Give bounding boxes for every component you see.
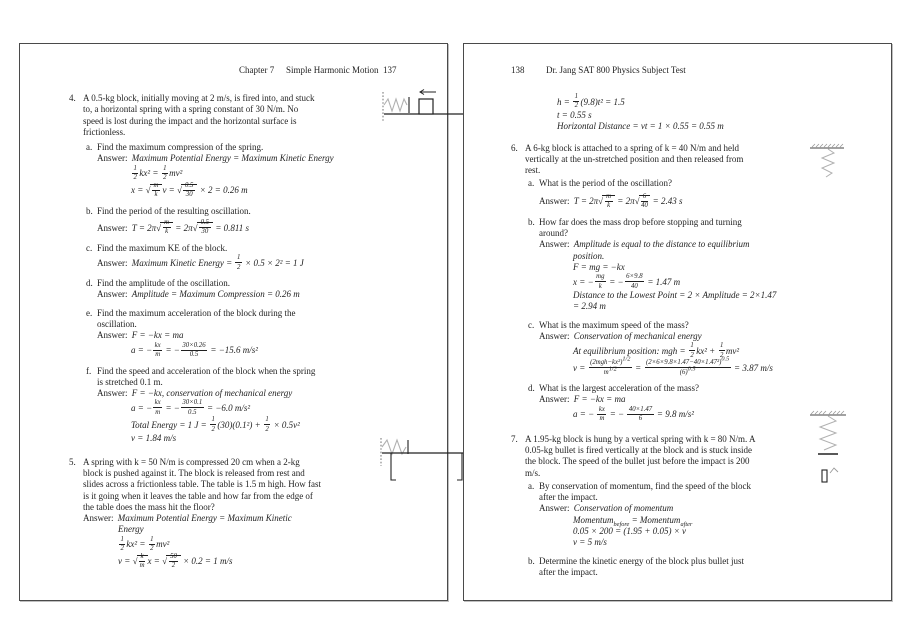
doc-line: [511, 262, 883, 273]
answer-prefix: Answer:: [97, 257, 128, 268]
doc-line: [511, 301, 883, 312]
left-page-content: [69, 44, 439, 600]
doc-line: [511, 331, 883, 342]
doc-line: [69, 388, 439, 399]
item-label: b.: [528, 555, 535, 566]
doc-line: [511, 251, 883, 262]
line-text: v = 1.84 m/s: [131, 433, 177, 444]
doc-line: [511, 121, 883, 132]
line-text: v = √ $\frac{k}{m}$ x = √ $\frac{50}{2}$ × 0.2 = 1 m/s: [118, 552, 233, 570]
line-text: F = −kx = ma: [573, 394, 626, 405]
line-text: T = 2π√ $\frac{m}{k}$ = 2π√ $\frac{6}{40}$ = 2.43 s: [573, 192, 683, 210]
doc-line: [511, 320, 883, 331]
doc-line: [511, 383, 883, 394]
doc-line: [511, 93, 883, 110]
line-text: T = 2π√ $\frac{m}{k}$ = 2π√ $\frac{0.5}{30}$ = 0.811 s: [131, 218, 249, 236]
line-text: the block. The speed of the bullet just before the impact is 200: [525, 456, 750, 467]
line-text: Find the maximum acceleration of the block during the: [97, 307, 296, 318]
item-label: c.: [86, 242, 93, 253]
item-label: e.: [86, 307, 93, 318]
doc-line: [511, 342, 883, 359]
doc-line: [69, 182, 439, 199]
line-text: around?: [539, 227, 568, 238]
doc-line: [511, 503, 883, 514]
line-text: oscillation.: [97, 319, 137, 330]
doc-line: [511, 556, 883, 567]
line-text: after the impact.: [539, 492, 598, 503]
line-text: Momentum$_{before}$ = Momentum$_{after}$: [573, 514, 693, 528]
line-text: frictionless.: [83, 126, 126, 137]
line-text: the table does the mass hit the floor?: [83, 501, 215, 512]
line-text: A 0.5-kg block, initially moving at 2 m/s, is fired into, and stuck: [83, 93, 315, 103]
spring-coil: [822, 149, 834, 177]
line-text: Amplitude is equal to the distance to equilibrium: [573, 239, 750, 250]
line-text: Maximum Potential Energy = Maximum Kinetic Energy: [131, 153, 334, 164]
line-text: after the impact.: [539, 566, 598, 577]
answer-prefix: Answer:: [97, 330, 128, 341]
doc-line: [69, 399, 439, 416]
doc-line: [511, 355, 883, 376]
line-text: Find the amplitude of the oscillation.: [97, 278, 230, 289]
doc-line: [511, 567, 883, 578]
doc-line: [69, 289, 439, 300]
line-text: block is pushed against it. The block is released from rest and: [83, 467, 305, 478]
doc-line: [69, 416, 439, 433]
line-text: rest.: [525, 165, 541, 176]
line-text: x = − $\frac{mg}{k}$ = − $\frac{6\times 9.8}{40}$ = 1.47 m: [573, 273, 681, 290]
doc-line: [69, 491, 439, 502]
doc-line: [511, 273, 883, 290]
item-label: 6.: [511, 142, 518, 153]
doc-line: [511, 290, 883, 301]
doc-line: [69, 142, 439, 153]
line-text: A spring with k = 50 N/m is compressed 20 cm when a 2-kg: [83, 456, 300, 467]
line-text: What is the period of the oscillation?: [539, 178, 672, 189]
answer-prefix: Answer:: [97, 289, 128, 300]
table-left-leg: [391, 453, 396, 480]
answer-prefix: Answer:: [97, 388, 128, 399]
line-text: x = √ $\frac{m}{k}$ v = √ $\frac{0.5}{30}$ × 2 = 0.26 m: [131, 181, 248, 199]
line-text: $\frac{1}{2}$ kx² = $\frac{1}{2}$ mv²: [133, 164, 183, 182]
line-text: to, a horizontal spring with a spring constant of 30 N/m. No: [83, 104, 299, 115]
line-text: A 1.95-kg block is hung by a vertical spring with k = 80 N/m. A: [525, 433, 756, 444]
line-text: a = − $\frac{kx}{m}$ = − $\frac{30\times 0.1}{0.5}$ = −6.0 m/s²: [131, 399, 251, 416]
doc-line: [69, 319, 439, 330]
line-text: F = mg = −kx: [573, 261, 625, 272]
doc-line: [69, 366, 439, 377]
line-text: $\frac{1}{2}$ kx² = $\frac{1}{2}$ mv²: [120, 535, 170, 553]
line-text: v = $(2mgh-kx^2)^{1/2}$ $m^{1/2}$ = $\frac{(2\times 6\times 9.8\times 1.47-40\times 1.47^2)^{0.5}}{(6)^{0.5}}$ = 3.87 m/s: [573, 355, 773, 376]
item-label: d.: [528, 383, 535, 394]
doc-line: [69, 243, 439, 254]
line-text: a = − $\frac{kx}{m}$ = − $\frac{30\times 0.26}{0.5}$ = −15.6 m/s²: [131, 341, 258, 359]
line-text: Find the maximum compression of the spring.: [97, 142, 264, 153]
left-page-number: 137: [383, 65, 397, 75]
left-page-text-column: [69, 93, 439, 570]
line-text: What is the maximum speed of the mass?: [539, 319, 689, 330]
line-text: By conservation of momentum, find the speed of the block: [539, 480, 751, 491]
answer-prefix: Answer:: [539, 196, 570, 207]
line-text: Determine the kinetic energy of the block plus bullet just: [539, 555, 745, 566]
item-label: f.: [86, 365, 92, 376]
item-label: d.: [86, 278, 93, 289]
line-text: How far does the mass drop before stopping and turning: [539, 216, 742, 227]
doc-line: [69, 278, 439, 289]
line-text: is stretched 0.1 m.: [97, 376, 163, 387]
right-page: [463, 43, 892, 601]
line-text: A 6-kg block is attached to a spring of k = 40 N/m and held: [525, 142, 740, 153]
bullet: [822, 470, 827, 482]
item-label: a.: [86, 142, 93, 153]
item-label: c.: [528, 319, 535, 330]
line-text: Conservation of mechanical energy: [573, 330, 702, 341]
line-text: 0.05-kg bullet is fired vertically at the block and is stuck inside: [525, 444, 752, 455]
doc-line: [511, 537, 883, 548]
right-page-header: [511, 65, 883, 77]
item-label: b.: [86, 205, 93, 216]
doc-line: [511, 193, 883, 210]
line-text: vertically at the un-stretched position and then released from: [525, 153, 744, 164]
line-text: Maximum Kinetic Energy = $\frac{1}{2}$ × 0.5 × 2² = 1 J: [131, 254, 304, 271]
doc-line: [511, 217, 883, 228]
doc-line: [69, 206, 439, 217]
line-text: Amplitude = Maximum Compression = 0.26 m: [131, 289, 300, 300]
doc-line: [69, 377, 439, 388]
table-right-leg: [457, 453, 462, 480]
bullet-direction-arrow: [830, 468, 838, 473]
line-text: position.: [573, 250, 605, 261]
answer-prefix: Answer:: [97, 153, 128, 164]
left-page-header: [69, 65, 439, 77]
line-text: At equilibrium position: mgh = $\frac{1}{2}$ kx² + $\frac{1}{2}$ mv²: [573, 342, 740, 359]
answer-prefix: Answer:: [539, 503, 570, 514]
chapter-name: Simple Harmonic Motion: [286, 65, 379, 75]
left-page: [19, 43, 448, 601]
right-page-content: [511, 44, 883, 600]
doc-line: [69, 165, 439, 182]
book-title: Dr. Jang SAT 800 Physics Subject Test: [546, 65, 686, 75]
doc-line: [69, 254, 439, 271]
line-text: Total Energy = 1 J = $\frac{1}{2}$ (30)(0.1²) + $\frac{1}{2}$ × 0.5v²: [131, 416, 300, 433]
line-text: Find the maximum KE of the block.: [97, 242, 228, 253]
line-text: Conservation of momentum: [573, 503, 674, 514]
doc-line: [511, 526, 883, 537]
doc-line: [69, 219, 439, 236]
line-text: F = −kx = ma: [131, 330, 184, 341]
item-label: b.: [528, 216, 535, 227]
spring-coil: [820, 416, 836, 450]
line-text: speed is lost during the impact and the horizontal surface is: [83, 115, 297, 126]
doc-line: [69, 502, 439, 513]
item-label: a.: [528, 178, 535, 189]
line-text: Maximum Potential Energy = Maximum Kinetic: [117, 513, 292, 524]
line-text: Find the period of the resulting oscillation.: [97, 205, 251, 216]
doc-line: [69, 513, 439, 524]
item-label: 7.: [511, 433, 518, 444]
ceiling-hatch: [811, 411, 844, 414]
item-label: 4.: [69, 93, 76, 103]
line-text: m/s.: [525, 467, 541, 478]
doc-line: [511, 239, 883, 250]
line-text: Energy: [118, 524, 144, 535]
doc-line: [69, 153, 439, 164]
line-text: F = −kx, conservation of mechanical energy: [131, 388, 293, 399]
line-text: v = 5 m/s: [573, 537, 607, 548]
line-text: What is the largest acceleration of the mass?: [539, 383, 700, 394]
line-text: t = 0.55 s: [557, 109, 592, 120]
doc-line: [69, 524, 439, 535]
doc-line: [69, 553, 439, 570]
line-text: 0.05 × 200 = (1.95 + 0.05) × v: [573, 526, 687, 537]
answer-prefix: Answer:: [97, 222, 128, 233]
line-text: is it going when it leaves the table and how far from the edge of: [83, 490, 313, 501]
doc-line: [511, 515, 883, 526]
answer-prefix: Answer:: [539, 394, 570, 405]
answer-prefix: Answer:: [83, 513, 114, 524]
item-label: 5.: [69, 456, 76, 467]
doc-line: [511, 228, 883, 239]
vertical-spring-bullet-diagram: [808, 410, 853, 495]
answer-prefix: Answer:: [539, 330, 570, 341]
line-text: h = $\frac{1}{2}$ (9.8)t² = 1.5: [557, 93, 625, 110]
doc-line: [69, 342, 439, 359]
answer-prefix: Answer:: [539, 239, 570, 250]
spring-coil: [382, 440, 406, 454]
line-text: a = − $\frac{kx}{m}$ = − $\frac{40\times 1.47}{6}$ = 9.8 m/s²: [573, 405, 694, 423]
chapter-label: Chapter 7: [239, 65, 275, 75]
line-text: Horizontal Distance = vt = 1 × 0.55 = 0.55 m: [557, 121, 724, 132]
vertical-spring-diagram: [808, 143, 848, 191]
line-text: slides across a frictionless table. The table is 1.5 m high. How fast: [83, 479, 322, 490]
ceiling-hatch: [812, 144, 843, 147]
right-page-number: 138: [511, 65, 525, 75]
line-text: Find the speed and acceleration of the block when the spring: [97, 365, 316, 376]
doc-line: [69, 308, 439, 319]
doc-line: [69, 536, 439, 553]
doc-line: [511, 110, 883, 121]
block: [419, 99, 433, 114]
line-text: Distance to the Lowest Point = 2 × Amplitude = 2×1.47: [573, 290, 777, 301]
doc-line: [69, 330, 439, 341]
item-label: a.: [528, 480, 535, 491]
line-text: = 2.94 m: [573, 301, 606, 312]
doc-line: [511, 394, 883, 405]
spring-coil: [384, 99, 407, 111]
